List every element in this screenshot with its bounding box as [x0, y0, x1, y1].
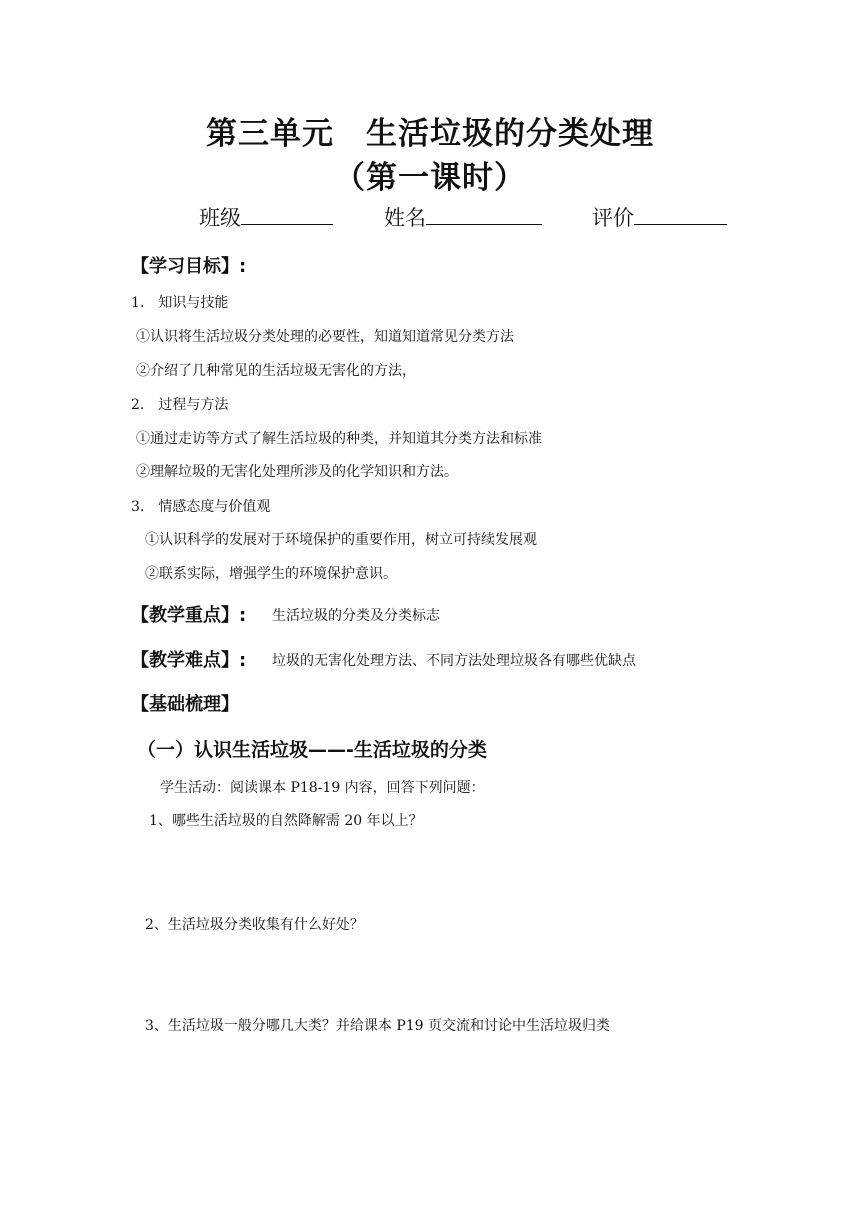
- question-2: 2、生活垃圾分类收集有什么好处？: [145, 917, 364, 933]
- objective-item: 3. 情感态度与价值观: [131, 499, 271, 515]
- objectives-heading: 【学习目标】:: [131, 256, 247, 277]
- class-blank: [241, 204, 333, 225]
- objective-item: ①认识科学的发展对于环境保护的重要作用，树立可持续发展观: [145, 532, 537, 548]
- objective-item: ②联系实际，增强学生的环境保护意识。: [145, 566, 397, 582]
- name-label: 姓名: [384, 206, 426, 230]
- rating-label: 评价: [592, 206, 634, 230]
- objective-item: 1. 知识与技能: [131, 295, 229, 311]
- name-field: [384, 202, 542, 232]
- difficult-point-heading: 【教学难点】:: [131, 650, 247, 671]
- question-1: 1、哪些生活垃圾的自然降解需 20 年以上？: [149, 813, 423, 829]
- basics-heading: 【基础梳理】: [131, 694, 239, 715]
- rating-field: [592, 202, 727, 232]
- section-title: （一）认识生活垃圾——-生活垃圾的分类: [137, 739, 487, 761]
- rating-blank: [634, 204, 727, 225]
- name-blank: [426, 204, 542, 225]
- page-title: 第三单元 生活垃圾的分类处理: [206, 116, 654, 152]
- objective-item: ②介绍了几种常见的生活垃圾无害化的方法，: [136, 363, 416, 379]
- page-subtitle: （第一课时）: [334, 160, 526, 196]
- difficult-point-text: 垃圾的无害化处理方法、不同方法处理垃圾各有哪些优缺点: [272, 653, 636, 669]
- class-label: 班级: [199, 206, 241, 230]
- class-field: [199, 202, 333, 232]
- objective-item: ②理解垃圾的无害化处理所涉及的化学知识和方法。: [136, 464, 458, 480]
- question-3: 3、生活垃圾一般分哪几大类？并给课本 P19 页交流和讨论中生活垃圾归类: [145, 1018, 611, 1034]
- objective-item: ①认识将生活垃圾分类处理的必要性，知道知道常见分类方法: [136, 329, 514, 345]
- key-point-heading: 【教学重点】:: [131, 605, 247, 626]
- objective-item: ①通过走访等方式了解生活垃圾的种类，并知道其分类方法和标准: [136, 431, 542, 447]
- activity-instruction: 学生活动：阅读课本 P18-19 内容，回答下列问题：: [160, 780, 485, 796]
- objective-item: 2. 过程与方法: [131, 397, 229, 413]
- key-point-text: 生活垃圾的分类及分类标志: [272, 608, 440, 624]
